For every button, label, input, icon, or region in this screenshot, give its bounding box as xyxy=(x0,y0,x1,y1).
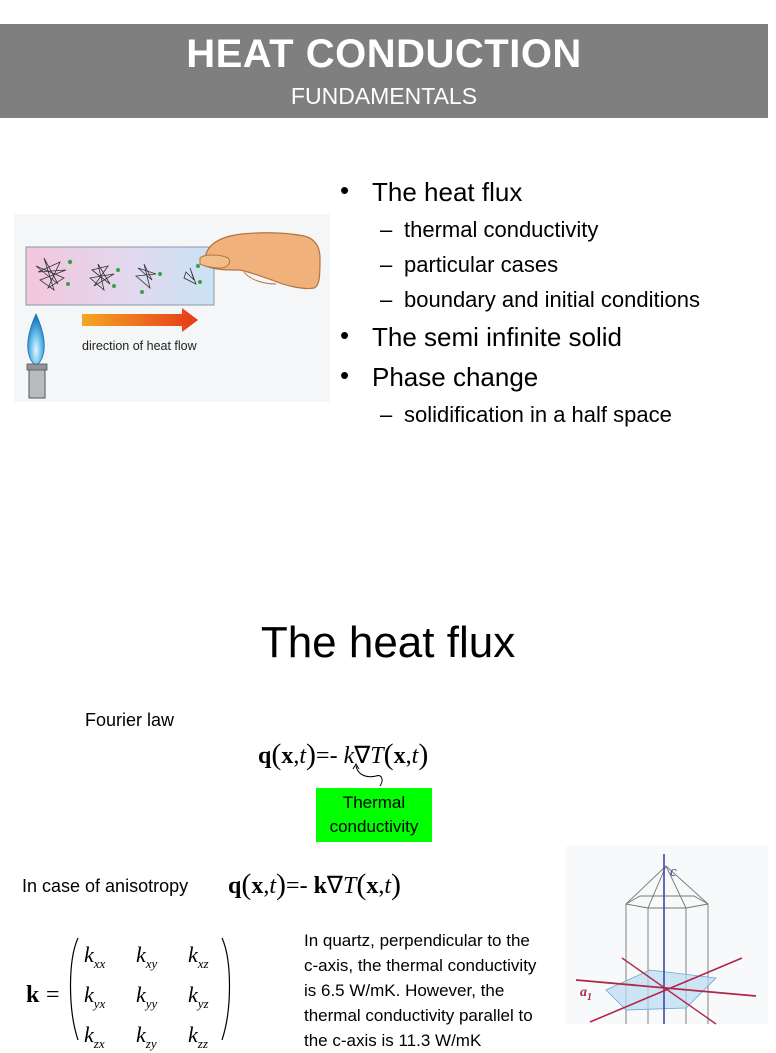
dash-icon: – xyxy=(380,287,393,312)
dash-icon: – xyxy=(380,402,393,427)
svg-text:=: = xyxy=(46,982,60,1008)
outline-subitem: – particular cases xyxy=(340,250,760,280)
quartz-note: In quartz, perpendicular to the c-axis, the thermal conductivity is 6.5 W/mK. However, the thermal conductivity parallel to the c-axis is 11.3 W/mK xyxy=(304,931,537,1050)
heat-flow-caption: direction of heat flow xyxy=(82,339,197,353)
svg-text:kyx: $k_{yx}$ xyxy=(84,982,106,1011)
fourier-equation: q(x,t)=- k∇T(x,t) xyxy=(258,738,429,771)
a1-axis-label: $a_1$ xyxy=(580,985,592,1003)
dash-icon: – xyxy=(380,252,393,277)
fourier-law-label: Fourier law xyxy=(85,710,175,730)
svg-text:kxy: $k_{xy}$ xyxy=(136,942,158,971)
svg-text:kxx: $k_{xx}$ xyxy=(84,942,106,971)
outline-subitem: – boundary and initial conditions xyxy=(340,285,760,315)
bullet-icon: • xyxy=(340,360,350,390)
outline-subitem: – thermal conductivity xyxy=(340,215,760,245)
anisotropic-equation: q(x,t)=- k∇T(x,t) xyxy=(228,868,402,901)
c-axis-label: c xyxy=(670,864,677,880)
outline-subitem: – solidification in a half space xyxy=(340,400,760,430)
svg-text:kzy: $k_{zy}$ xyxy=(136,1022,157,1051)
page-title: HEAT CONDUCTION xyxy=(186,32,582,76)
tensor-row xyxy=(84,942,209,971)
topic-outline xyxy=(340,175,760,435)
pointer-curve xyxy=(350,760,390,790)
conductivity-tensor xyxy=(26,930,246,1051)
title-banner xyxy=(0,24,768,118)
anisotropy-label: In case of anisotropy xyxy=(22,876,189,896)
metal-rod xyxy=(26,247,214,305)
page-subtitle: FUNDAMENTALS xyxy=(290,83,478,109)
thermal-conductivity-callout: Thermal conductivity xyxy=(316,788,432,842)
tensor-symbol: k xyxy=(26,982,40,1008)
svg-text:kzx: $k_{zx}$ xyxy=(84,1022,105,1051)
heat-flow-illustration xyxy=(14,214,330,402)
burner xyxy=(29,368,45,398)
svg-text:kxz: $k_{xz}$ xyxy=(188,942,209,971)
tensor-row xyxy=(84,1022,208,1051)
outline-item-semi-infinite: • The semi infinite solid xyxy=(340,320,622,352)
outline-item-phase-change: • Phase change xyxy=(340,360,539,392)
tensor-row xyxy=(84,982,209,1011)
quartz-crystal-diagram xyxy=(566,846,768,1024)
svg-text:kyy: $k_{yy}$ xyxy=(136,982,158,1011)
dash-icon: – xyxy=(380,217,393,242)
bullet-icon: • xyxy=(340,320,350,350)
svg-text:kzz: $k_{zz}$ xyxy=(188,1022,208,1051)
svg-text:kyz: $k_{yz}$ xyxy=(188,982,209,1011)
bullet-icon: • xyxy=(340,175,350,205)
section-title: The heat flux xyxy=(260,618,516,667)
outline-item-heat-flux: • The heat flux xyxy=(340,175,523,207)
